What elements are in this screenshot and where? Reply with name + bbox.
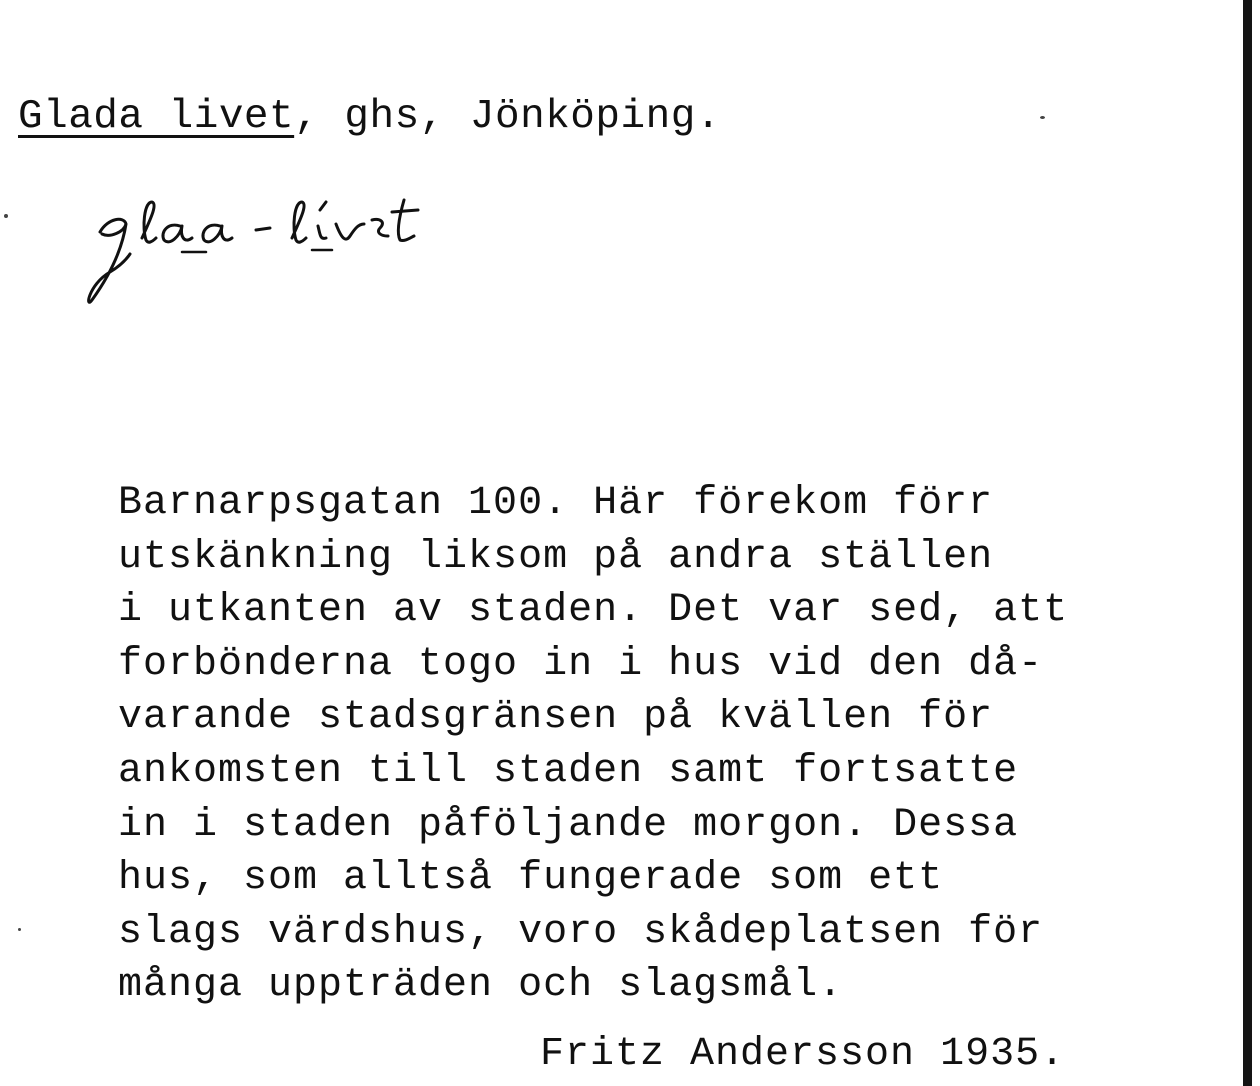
speck [4, 214, 8, 218]
card-heading [18, 92, 721, 142]
body-line: forbönderna togo in i hus vid den då- [118, 641, 1044, 687]
body-line: in i staden påföljande morgon. Dessa [118, 802, 1019, 848]
signature: Fritz Andersson 1935. [540, 1032, 1066, 1077]
body-line: hus, som alltså fungerade som ett [118, 856, 944, 902]
card-body-text [118, 477, 1068, 1013]
place-name: Glada livet [18, 94, 295, 140]
speck [1040, 116, 1045, 119]
body-line: i utkanten av staden. Det var sed, att [118, 588, 1069, 634]
speck [18, 928, 21, 931]
body-line: många uppträden och slagsmål. [118, 963, 844, 1009]
body-line: ankomsten till staden samt fortsatte [118, 748, 1019, 794]
body-line: Barnarpsgatan 100. Här förekom förr [118, 481, 994, 526]
heading-rest: , ghs, Jönköping. [294, 94, 721, 140]
handwritten-pronunciation [80, 180, 560, 315]
body-line: varande stadsgränsen på kvällen för [118, 695, 994, 741]
card-edge [1243, 0, 1252, 1086]
body-line: slags värdshus, voro skådeplatsen för [118, 909, 1044, 955]
body-line: utskänkning liksom på andra ställen [118, 534, 994, 580]
